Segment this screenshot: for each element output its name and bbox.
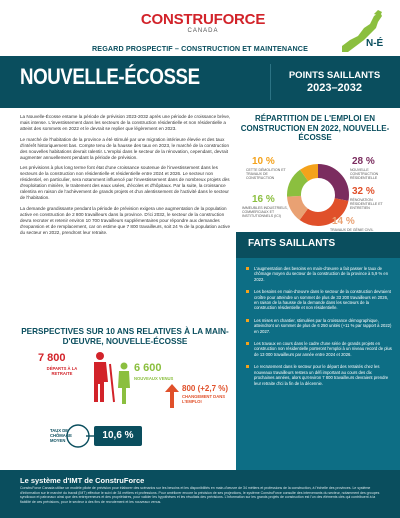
page-subtitle: REGARD PROSPECTIF – CONSTRUCTION ET MAINTENANCE — [92, 44, 308, 53]
cane-icon — [110, 364, 114, 402]
retiree-head-icon — [96, 352, 104, 360]
newcomers-label: NOUVEAUX VENUS — [134, 376, 174, 381]
faits-title: FAITS SAILLANTS — [248, 238, 336, 249]
logo-sub-text: CANADA — [187, 28, 219, 34]
highlights-title: POINTS SAILLANTS — [288, 70, 381, 81]
highlights-years: 2023–2032 — [306, 82, 363, 94]
worker-head-icon — [121, 363, 128, 370]
donut-caption-new-residential: NOUVELLE CONSTRUCTION RÉSIDENTIELLE — [350, 168, 379, 180]
donut-caption-demolition: CETTE DÉMOLITION ET TRAVAUX DE CONSTRUCTION — [246, 168, 286, 180]
footer-title: Le système d'IMT de ConstruForce — [20, 476, 145, 485]
logo-main-text: CONSTRUFORCE — [140, 11, 266, 28]
retiree-body-icon — [94, 362, 108, 402]
intro-text — [20, 114, 232, 240]
construforce-logo — [128, 12, 278, 35]
perspectives-title: PERSPECTIVES SUR 10 ANS RELATIVES À LA MAIN-D'ŒUVRE, NOUVELLE-ÉCOSSE — [21, 327, 229, 346]
faits-item: Les besoins en main-d'œuvre dans le secteur de la construction devraient croître pour atteindre un sommet de plus de 33 200 travailleurs en 2026, en raison de la hausse de la demande dans les secteurs de la construction résidentielle et non résidentielle. — [246, 289, 392, 311]
donut-label-new-residential: 28 % — [352, 156, 375, 167]
donut-caption-civil: TRAVAUX DE GÉNIE CIVIL — [330, 228, 374, 232]
donut-label-civil: 14 % — [332, 216, 355, 227]
distribution-title: RÉPARTITION DE L'EMPLOI EN CONSTRUCTION EN 2022, NOUVELLE-ÉCOSSE — [240, 114, 390, 142]
worker-body-icon — [118, 371, 130, 404]
retirements-value: 7 800 — [38, 352, 66, 364]
newcomers-value: 6 600 — [134, 362, 162, 374]
retirements-label: DÉPARTS À LA RETRAITE — [46, 366, 78, 376]
footer-text: ConstruForce Canada utilise un modèle pilote de prévision pour élaborer des scénarios sur les besoins et les disponibilités en main-d'œuvre de 34 métiers et professions de la construction, à l'échelle des provinces. Le système d'information sur le marché du travail (IMT) effectue le suivi de 34 métiers et professions. Pour améliorer encore la précision de ses projections, le système ConstruForce consulte des intervenants du secteur, notamment des groupes syndicaux et patronaux ainsi que des entrepreneurs et des propriétaires, pour valider les hypothèses et les résultats des prévisions. L'information sur les grands projets de construction est l'un des éléments clés qui contribuent à la fiabilité de ces prévisions, pour le secteur à des fins de recrutement et les nouveaux venus. — [20, 486, 380, 504]
faits-item: Les travaux en cours dans le cadre d'une série de grands projets en construction non résidentielle porteront l'emploi à un niveau record de plus de 13 000 travailleurs par année entre 2024 et 2026. — [246, 341, 392, 357]
donut-caption-ici: IMMEUBLES INDUSTRIELS, COMMERCIAUX ET INSTITUTIONNELS (ICI) — [242, 206, 288, 218]
faits-item: Le recrutement dans le secteur pour le départ des retraités chez les nouveaux travailleurs restera un défi important au cours des dix prochaines années, alors qu'environ 7 800 travailleurs devraient prendre leur retraite d'ici la fin de la décennie. — [246, 364, 392, 386]
faits-list — [246, 266, 392, 393]
intro-paragraph: Les prévisions à plus long terme font état d'une croissance soutenue de l'investissement dans les secteurs de la construction non résidentielle et résidentielle entre 2024 et 2026. Le secteur non résidentiel, en particulier, sera notamment influencé par l'investissement dans de nombreux projets dès d'exploitation minière, le traitement des eaux usées, d'écoles et d'hôpitaux. Par la suite, la croissance ralentira en raison de l'achèvement de grands projets et d'un alentissement de l'activité dans le secteur de l'habitation. — [20, 165, 230, 200]
intro-paragraph: La demande grandissante pendant la période de prévision exigera une augmentation de la population active en construction de 2 800 travailleurs dans la province. D'ici 2032, le secteur de la construction devra recruter et retenir environ 10 700 travailleurs supplémentaires pour répondre aux demandes d'expansion et de remplacement, car on estime que 7 800 travailleurs, soit 24 % de la population active du secteur en 2022, prendront leur retraite. — [20, 205, 231, 235]
faits-item: Les mises en chantier, stimulées par la croissance démographique, atteindront un sommet de plus de 6 250 unités (+11 % par rapport à 2022) en 2027. — [246, 318, 392, 334]
intro-paragraph: La Nouvelle-Écosse entame la période de prévision 2023-2032 après une période de croissance brève, mais intense. L'investissement dans les secteurs de la construction résidentielle et non résidentielle a atteint des sommets en 2022 et le devrait se replier que légèrement en 2023. — [20, 114, 231, 131]
perspectives-graphic — [20, 348, 230, 418]
distribution-chart — [236, 150, 400, 240]
unemployment-panel — [20, 420, 230, 452]
province-badge: N-É — [366, 38, 384, 49]
intro-paragraph: Le marché de l'habitation de la province a été stimulé par une migration intérieure élevée et des taux d'intérêt historiquement bas. Compte tenu de la hausse des taux en 2023, le marché de la construction des nouvelles habitations devrait ralentir. L'emploi dans le secteur de la rénovation, cependant, devrait augmenter annuellement pendant la période de prévision. — [20, 136, 229, 160]
donut-label-renovation: 32 % — [352, 186, 375, 197]
unemp-label: TAUX DE CHÔMAGE MOYEN — [50, 428, 72, 443]
highlights-badge — [270, 64, 398, 100]
change-label: CHANGEMENT DANS L'EMPLOI — [182, 394, 226, 404]
donut-label-demolition: 10 % — [252, 156, 275, 167]
page-title: NOUVELLE-ÉCOSSE — [20, 64, 200, 89]
donut-caption-renovation: RÉNOVATION RÉSIDENTIELLE ET ENTRETIEN — [350, 198, 383, 210]
change-value: 800 (+2,7 %) — [182, 384, 229, 393]
donut-label-ici: 16 % — [252, 194, 275, 205]
change-arrow-icon — [165, 384, 179, 408]
faits-item: L'augmentation des besoins en main-d'œuvre a fait passer le taux de chômage moyen du secteur de la construction de la province à 5,9 % en 2022. — [246, 266, 392, 282]
unemp-value: 10,6 % — [102, 430, 134, 441]
